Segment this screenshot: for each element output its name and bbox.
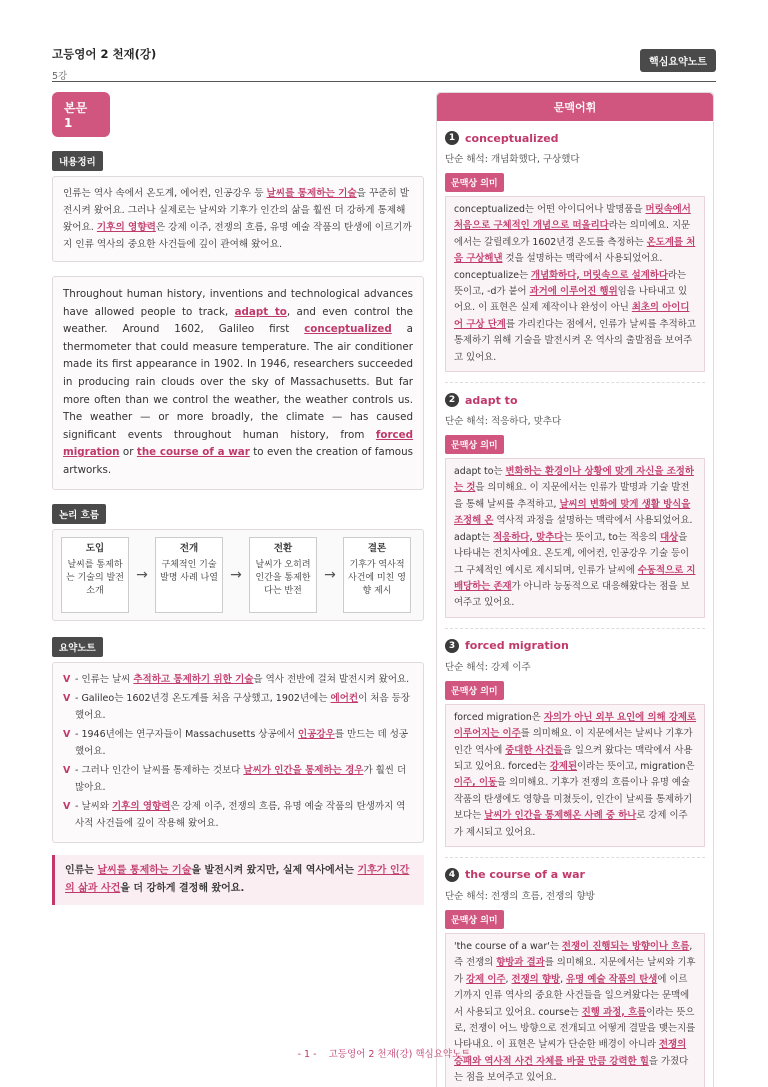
text-segment: 이라는 뜻으로, 전쟁이 어느 방향으로 전개되고 어떻게 결말을 맺는지를 나타내요. 이 표현은 날씨가 단순한 배경이 아니라	[454, 1006, 696, 1051]
text-segment: to even the creation of famous artworks.	[63, 446, 413, 476]
flow-step-intro	[61, 537, 129, 613]
context-meaning-label: 문맥상 의미	[445, 435, 504, 454]
text-segment: 것을 설명하는 맥락에서 사용되었어요. conceptualize는	[454, 253, 663, 281]
text-segment: - 날씨와	[75, 800, 112, 812]
highlighted-phrase: 적응하다, 맞추다	[493, 531, 564, 543]
highlighted-phrase: 변화하는 환경이나 상황에 맞게 자신을 조정하는 것	[454, 466, 694, 494]
number-badge: 4	[445, 868, 459, 882]
page-footer	[0, 1046, 768, 1060]
text-segment: 을 역사 전반에 걸쳐 발전시켜 왔어요.	[253, 673, 410, 685]
text-segment: 은 강제 이주, 전쟁의 흐름, 유명 예술 작품의 탄생에 이르기까지 인류 역사의 중요한 사건들에 깊이 관여해 왔어요.	[63, 222, 412, 250]
note-item	[63, 671, 413, 688]
left-column	[52, 92, 424, 905]
note-text	[75, 726, 413, 760]
text-segment: 을 꾸준히 발전시켜 왔어요. 그러나 실제로는 날씨와 기후가 인간의 삶을 훨씬 더 강하게 통제해 왔어요.	[63, 188, 410, 233]
notes-label: 요약노트	[52, 637, 103, 657]
text-segment: 가 훨씬 더 많아요.	[75, 764, 407, 793]
footer-text: 고등영어 2 천재(강) 핵심요약노트	[328, 1049, 471, 1060]
check-icon: V	[63, 673, 71, 685]
check-icon: V	[63, 764, 71, 776]
note-text	[75, 798, 413, 832]
flow-step-title: 결론	[367, 542, 387, 554]
text-segment: - 그러나 인간이 날씨를 통제하는 것보다	[75, 764, 244, 776]
text-segment: 이 처음 등장했어요.	[75, 692, 410, 721]
text-segment: Throughout human history, inventions and technological advances have allowed people to track,	[63, 288, 413, 318]
text-segment: - 인류는 날씨	[75, 673, 134, 685]
text-segment: , and even control the weather. Around 1602, Galileo first	[63, 305, 413, 336]
context-meaning	[445, 704, 705, 847]
term-text: the course of a war	[465, 868, 585, 882]
highlighted-phrase: 강제 이주	[466, 973, 506, 985]
highlighted-phrase: 날씨를 통제하는 기술	[97, 864, 192, 876]
text-segment: 이라는 뜻이고, migration은	[577, 760, 695, 772]
note-item	[63, 762, 413, 796]
simple-translation: 단순 해석: 개념화했다, 구상했다	[445, 154, 580, 165]
note-text	[75, 690, 413, 724]
highlighted-phrase: 강제된	[549, 760, 577, 772]
highlighted-phrase: 향방과 결과	[496, 957, 545, 969]
section-title: 본문 1	[52, 92, 110, 137]
right-column	[436, 92, 714, 1087]
highlighted-phrase: 추적하고 통제하기 위한 기술	[133, 673, 254, 685]
flow-step-body: 날씨를 통제하는 기술의 발전 소개	[66, 559, 124, 596]
context-meaning	[445, 933, 705, 1087]
arrow-right-icon: →	[136, 566, 148, 583]
number-badge: 2	[445, 393, 459, 407]
text-segment: 는 뜻이고, to는 적응의	[563, 531, 661, 543]
text-segment: 'the course of a war'는	[454, 940, 562, 952]
text-segment: 라는 의미예요. 지문에서는 갈릴레오가 1602년경 온도를 측정하는	[454, 220, 691, 248]
highlighted-phrase: 최초의 아이디어 구상 단계	[454, 302, 690, 330]
text-segment: 을 의미해요. 이 지문에서는 인류가 발명과 기술 발전을 통해 날씨를 추적하고,	[454, 482, 690, 510]
highlighted-phrase: 전쟁이 진행되는 방향이나 흐름	[561, 940, 690, 952]
text-segment: 은 강제 이주, 전쟁의 흐름, 유명 예술 작품의 탄생까지 역사적 사건들에 깊이 작용해 왔어요.	[75, 800, 406, 829]
text-segment: a thermometer that could measure temperature. The air conditioner made its first appearance in 1902. In 1946, researchers succeeded in producing rain clouds over the sky of Massachusetts. But far more often than we control the weather, the weather controls us. The weather — or more broadly, the climate — has caused significant events throughout human history, from	[63, 323, 413, 441]
logic-flow-label: 논리 흐름	[52, 504, 106, 524]
highlighted-phrase: 머릿속에서 처음으로 구체적인 개념으로 떠올리다	[454, 204, 691, 232]
flow-step-conclusion	[343, 537, 411, 613]
arrow-right-icon: →	[324, 566, 336, 583]
english-passage	[52, 276, 424, 490]
vocab-item	[437, 393, 713, 618]
text-segment: conceptualized는 어떤 아이디어나 발명품을	[454, 204, 646, 215]
note-item	[63, 798, 413, 832]
vocab-term	[445, 639, 713, 653]
highlighted-phrase: 수동적으로 지배당하는 존재	[454, 564, 696, 592]
text-segment: adapt to는	[454, 466, 506, 478]
text-segment: 를 의미해요. 이 지문에서는 날씨나 기후가 인간 역사에	[454, 728, 693, 756]
note-item	[63, 690, 413, 724]
vocab-term	[445, 131, 713, 145]
text-segment: 을 더 강하게 결정해 왔어요.	[120, 882, 245, 894]
text-segment: 을 의미해요. 기후가 전쟁의 흐름이나 유명 예술 작품의 탄생에도 영향을 미쳤듯이, 인간이 날씨를 통제하기보다는	[454, 777, 693, 822]
highlighted-phrase: 기후가 인간의 삶과 사건	[65, 864, 410, 894]
document-title: 고등영어 2 천재(강)	[52, 47, 157, 61]
highlighted-phrase: the course of a war	[136, 446, 250, 459]
highlighted-phrase: 에어컨	[330, 692, 359, 704]
highlighted-phrase: 날씨의 변화에 맞게 생활 방식을 조정해 온	[454, 498, 691, 527]
text-segment: 인류는 역사 속에서 온도계, 에어컨, 인공강우 등	[63, 188, 267, 199]
check-icon: V	[63, 800, 71, 812]
text-segment: 가 아니라 능동적으로 대응해왔다는 점을 보여주고 있어요.	[454, 580, 690, 609]
core-notes-badge: 핵심요약노트	[640, 49, 716, 72]
page-header	[52, 46, 716, 82]
flow-step-development	[155, 537, 223, 613]
text-segment: , 즉 전쟁의	[454, 940, 693, 969]
highlighted-phrase: 전쟁의 승패와 역사적 사건 자체를 바꿀 만큼 강력한 힘	[454, 1039, 687, 1067]
flow-step-body: 구체적인 기술 발명 사례 나열	[160, 559, 218, 583]
highlighted-phrase: 이주, 이동	[454, 777, 498, 789]
conclusion-box	[52, 855, 424, 905]
highlighted-phrase: 대상	[660, 531, 679, 543]
vocab-term	[445, 393, 713, 407]
highlighted-phrase: 날씨가 인간을 통제하는 경우	[243, 764, 364, 776]
text-segment: 에 이르기까지 인류 역사의 중요한 사건들을 일으켜왔다는 문맥에서 사용되고 있어요. course는	[454, 973, 690, 1018]
text-segment: - 1946년에는 연구자들이 Massachusetts 상공에서	[75, 728, 299, 740]
highlighted-phrase: 온도계를 처음 구상해낸	[454, 236, 696, 265]
flow-step-title: 전환	[273, 542, 293, 554]
vocab-term	[445, 868, 713, 882]
text-segment: 을 일으켜 왔다는 맥락에서 사용되고 있어요. forced는	[454, 744, 693, 772]
text-segment: - Galileo는 1602년경 온도계를 처음 구상했고, 1902년에는	[75, 692, 331, 704]
highlighted-phrase: 인공강우	[298, 728, 335, 740]
number-badge: 1	[445, 131, 459, 145]
text-segment: ,	[560, 973, 567, 985]
lesson-label: 5강	[52, 71, 68, 82]
term-text: conceptualized	[465, 131, 559, 145]
text-segment: 를 만드는 데 성공했어요.	[75, 728, 409, 757]
divider	[445, 857, 705, 858]
context-meaning-label: 문맥상 의미	[445, 681, 504, 700]
text-segment: 을 가졌다는 점을 보여주고 있어요.	[454, 1055, 689, 1084]
highlighted-phrase: 진행 과정, 흐름	[581, 1006, 647, 1018]
simple-translation: 단순 해석: 적응하다, 맞추다	[445, 416, 562, 428]
highlighted-phrase: 중대한 사건들	[505, 744, 563, 756]
highlighted-phrase: 날씨를 통제하는 기술	[266, 188, 357, 199]
text-segment: 라는 뜻이고, -d가 붙어	[454, 269, 687, 298]
text-segment: 로 강제 이주가 제시되고 있어요.	[454, 810, 688, 838]
context-meaning	[445, 458, 705, 618]
summary-label: 내용정리	[52, 151, 103, 171]
text-segment: 를 의미해요. 지문에서는 날씨와 기후가	[454, 957, 696, 985]
summary-box	[52, 176, 424, 262]
check-icon: V	[63, 692, 71, 704]
text-segment: or	[119, 446, 137, 459]
divider	[445, 382, 705, 383]
highlighted-phrase: forced migration	[63, 428, 413, 459]
text-segment: ,	[505, 973, 512, 985]
page-number: - 1 -	[297, 1049, 317, 1060]
text-segment: 을 발전시켜 왔지만, 실제 역사에서는	[191, 864, 358, 876]
highlighted-phrase: 기후의 영향력	[112, 800, 171, 812]
text-segment: 인류는	[65, 864, 98, 876]
term-text: forced migration	[465, 639, 569, 653]
logic-flow	[52, 529, 424, 621]
divider	[445, 628, 705, 629]
context-meaning	[445, 196, 705, 372]
note-text	[75, 762, 413, 796]
context-vocab-panel	[436, 92, 714, 1087]
flow-step-title: 전개	[179, 542, 199, 554]
note-text	[75, 671, 409, 688]
simple-translation: 단순 해석: 강제 이주	[445, 661, 531, 673]
highlighted-phrase: 날씨가 인간을 통제해온 사례 중 하나	[484, 810, 637, 822]
text-segment: 임을 나타내고 있어요. 이 표현은 실제 제작이나 완성이 아닌	[454, 286, 687, 314]
flow-step-body: 날씨가 오히려 인간을 통제한다는 반전	[255, 559, 311, 596]
highlighted-phrase: 개념화하다, 머릿속으로 설계하다	[531, 269, 668, 281]
vocab-item	[437, 639, 713, 847]
check-icon: V	[63, 728, 71, 740]
summary-notes	[52, 662, 424, 843]
highlighted-phrase: 과거에 이루어진 행위	[529, 286, 618, 298]
text-segment: forced migration은	[454, 711, 544, 723]
highlighted-phrase: adapt to	[234, 305, 287, 318]
text-segment: 역사적 과정을 설명하는 맥락에서 사용되었어요. adapt는	[454, 515, 693, 543]
flow-step-turn	[249, 537, 317, 613]
text-segment: 을 나타내는 전치사예요. 온도계, 에어컨, 인공강우 기술 등이 그 구체적인 예시로 제시되며, 인류가 날씨에	[454, 531, 690, 576]
arrow-right-icon: →	[230, 566, 242, 583]
simple-translation: 단순 해석: 전쟁의 흐름, 전쟁의 향방	[445, 890, 595, 902]
context-meaning-label: 문맥상 의미	[445, 910, 504, 929]
term-text: adapt to	[465, 393, 518, 407]
context-meaning-label: 문맥상 의미	[445, 173, 504, 192]
flow-step-body: 기후가 역사적 사건에 미친 영향 제시	[348, 559, 406, 596]
flow-step-title: 도입	[85, 542, 105, 554]
highlighted-phrase: 유명 예술 작품의 탄생	[566, 973, 658, 985]
vocab-item	[437, 131, 713, 372]
vocab-heading: 문맥어휘	[437, 93, 713, 121]
text-segment: 를 가리킨다는 점에서, 인류가 날씨를 추적하고 통제하기 위해 기술을 발전시켜 온 역사의 출발점을 보여주고 있어요.	[454, 318, 696, 363]
highlighted-phrase: 전쟁의 향방	[511, 973, 561, 985]
note-item	[63, 726, 413, 760]
highlighted-phrase: conceptualized	[304, 323, 392, 336]
highlighted-phrase: 자의가 아닌 외부 요인에 의해 강제로 이루어지는 이주	[454, 711, 696, 740]
number-badge: 3	[445, 639, 459, 653]
highlighted-phrase: 기후의 영향력	[96, 222, 156, 233]
